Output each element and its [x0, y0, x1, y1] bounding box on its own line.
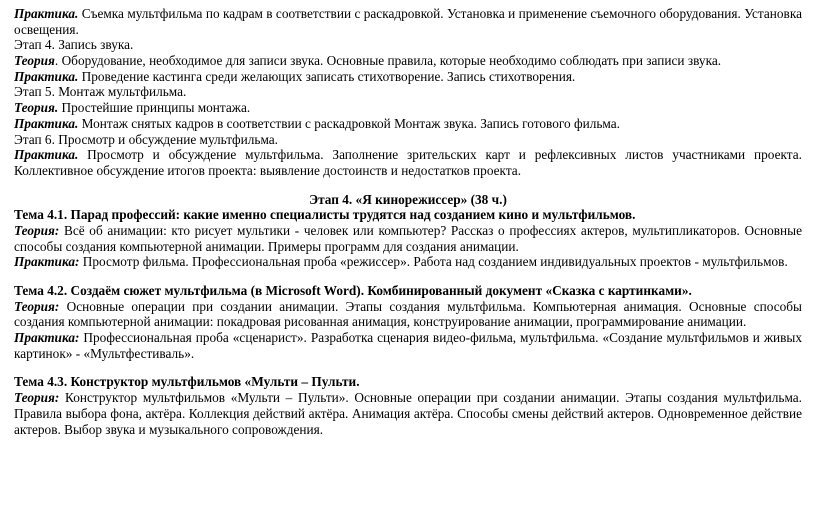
- paragraph-text: Проведение кастинга среди желающих записать стихотворение. Запись стихотворения.: [78, 68, 576, 84]
- paragraph-lead: Теория.: [14, 100, 59, 116]
- paragraph-lead: Практика.: [14, 6, 79, 21]
- paragraph-practice-2: [14, 69, 802, 85]
- paragraph-theory-2: [14, 100, 802, 116]
- paragraph-practice-1: [14, 6, 802, 37]
- paragraph-text: Всё об анимации: кто рисует мультики - человек или компьютер? Рассказ о профессиях актеров, мультипликаторов. Основные способы создания компьютерной анимации. Примеры программ для создания анимации.: [14, 222, 802, 254]
- heading-stage-4: Этап 4. «Я кинорежиссер» (38 ч.): [309, 191, 507, 207]
- paragraph-lead: Практика.: [14, 147, 79, 163]
- paragraph-lead: Практика:: [14, 330, 80, 346]
- paragraph-text: Просмотр фильма. Профессиональная проба «режиссер». Работа над созданием индивидуальных проектов - мультфильмов.: [79, 254, 788, 270]
- paragraph-text: Этап 6. Просмотр и обсуждение мультфильма.: [14, 131, 279, 147]
- paragraph-lead: Теория:: [14, 222, 60, 238]
- topic-4-2-practice: [14, 330, 802, 361]
- topic-4-1-practice: [14, 254, 802, 270]
- paragraph-text: Этап 5. Монтаж мультфильма.: [14, 84, 187, 100]
- paragraph-text: Простейшие принципы монтажа.: [58, 100, 251, 116]
- paragraph-text: Монтаж снятых кадров в соответствии с раскадровкой Монтаж звука. Запись готового фильма.: [78, 115, 620, 131]
- paragraph-stage-6: [14, 132, 802, 148]
- paragraph-stage-5: [14, 84, 802, 100]
- paragraph-lead: Теория:: [14, 298, 60, 314]
- paragraph-text: Съемка мультфильма по кадрам в соответствии с раскадровкой. Установка и применение съемочного оборудования. Установка освещения.: [14, 6, 802, 37]
- paragraph-text: . Оборудование, необходимое для записи звука. Основные правила, которые необходимо соблюдать при записи звука.: [54, 53, 722, 69]
- topic-title-4-3: Тема 4.3. Конструктор мультфильмов «Мульти – Пульти.: [14, 374, 360, 390]
- paragraph-text: Просмотр и обсуждение мультфильма. Заполнение зрительских карт и рефлексивных листов участниками проекта. Коллективное обсуждение итогов проекта: выявление достоинств и недостатков проекта.: [14, 147, 802, 178]
- topic-4-3-theory: [14, 390, 802, 437]
- paragraph-theory-1: [14, 53, 802, 69]
- paragraph-text: Основные операции при создании анимации. Этапы создания мультфильма. Компьютерная анимация. Основные способы создания компьютерной анимации: покадровая рисованная анимация, конструирование анимации, программирование анимации.: [14, 298, 802, 330]
- topic-4-1-theory: [14, 223, 802, 254]
- paragraph-text: Этап 4. Запись звука.: [14, 37, 134, 53]
- paragraph-lead: Теория:: [14, 390, 60, 406]
- paragraph-lead: Практика:: [14, 254, 80, 270]
- paragraph-lead: Практика.: [14, 115, 79, 131]
- topic-title-4-1: Тема 4.1. Парад профессий: какие именно специалисты трудятся над созданием кино и мультфильмов.: [14, 207, 636, 223]
- paragraph-lead: Теория: [14, 53, 55, 69]
- spacer: [14, 270, 802, 283]
- paragraph-lead: Практика.: [14, 68, 79, 84]
- paragraph-text: Профессиональная проба «сценарист». Разработка сценария видео-фильма, мультфильма. «Создание мультфильмов и живых картинок» - «Мультфестиваль».: [14, 330, 802, 361]
- paragraph-stage-4: [14, 37, 802, 53]
- spacer: [14, 361, 802, 374]
- paragraph-text: Конструктор мультфильмов «Мульти – Пульти». Основные операции при создании анимации. Этапы создания мультфильма. Правила выбора фона, актёра. Коллекция действий актёра. Анимация актёра. Способы смены действий актеров. Одновременное действие актеров. Выбор звука и музыкального сопровождения.: [14, 390, 802, 437]
- topic-title-4-2: Тема 4.2. Создаём сюжет мультфильма (в Microsoft Word). Комбинированный документ «Сказка с картинками».: [14, 283, 692, 298]
- topic-4-2-theory: [14, 299, 802, 330]
- spacer: [14, 179, 802, 192]
- paragraph-practice-4: [14, 147, 802, 178]
- paragraph-practice-3: [14, 116, 802, 132]
